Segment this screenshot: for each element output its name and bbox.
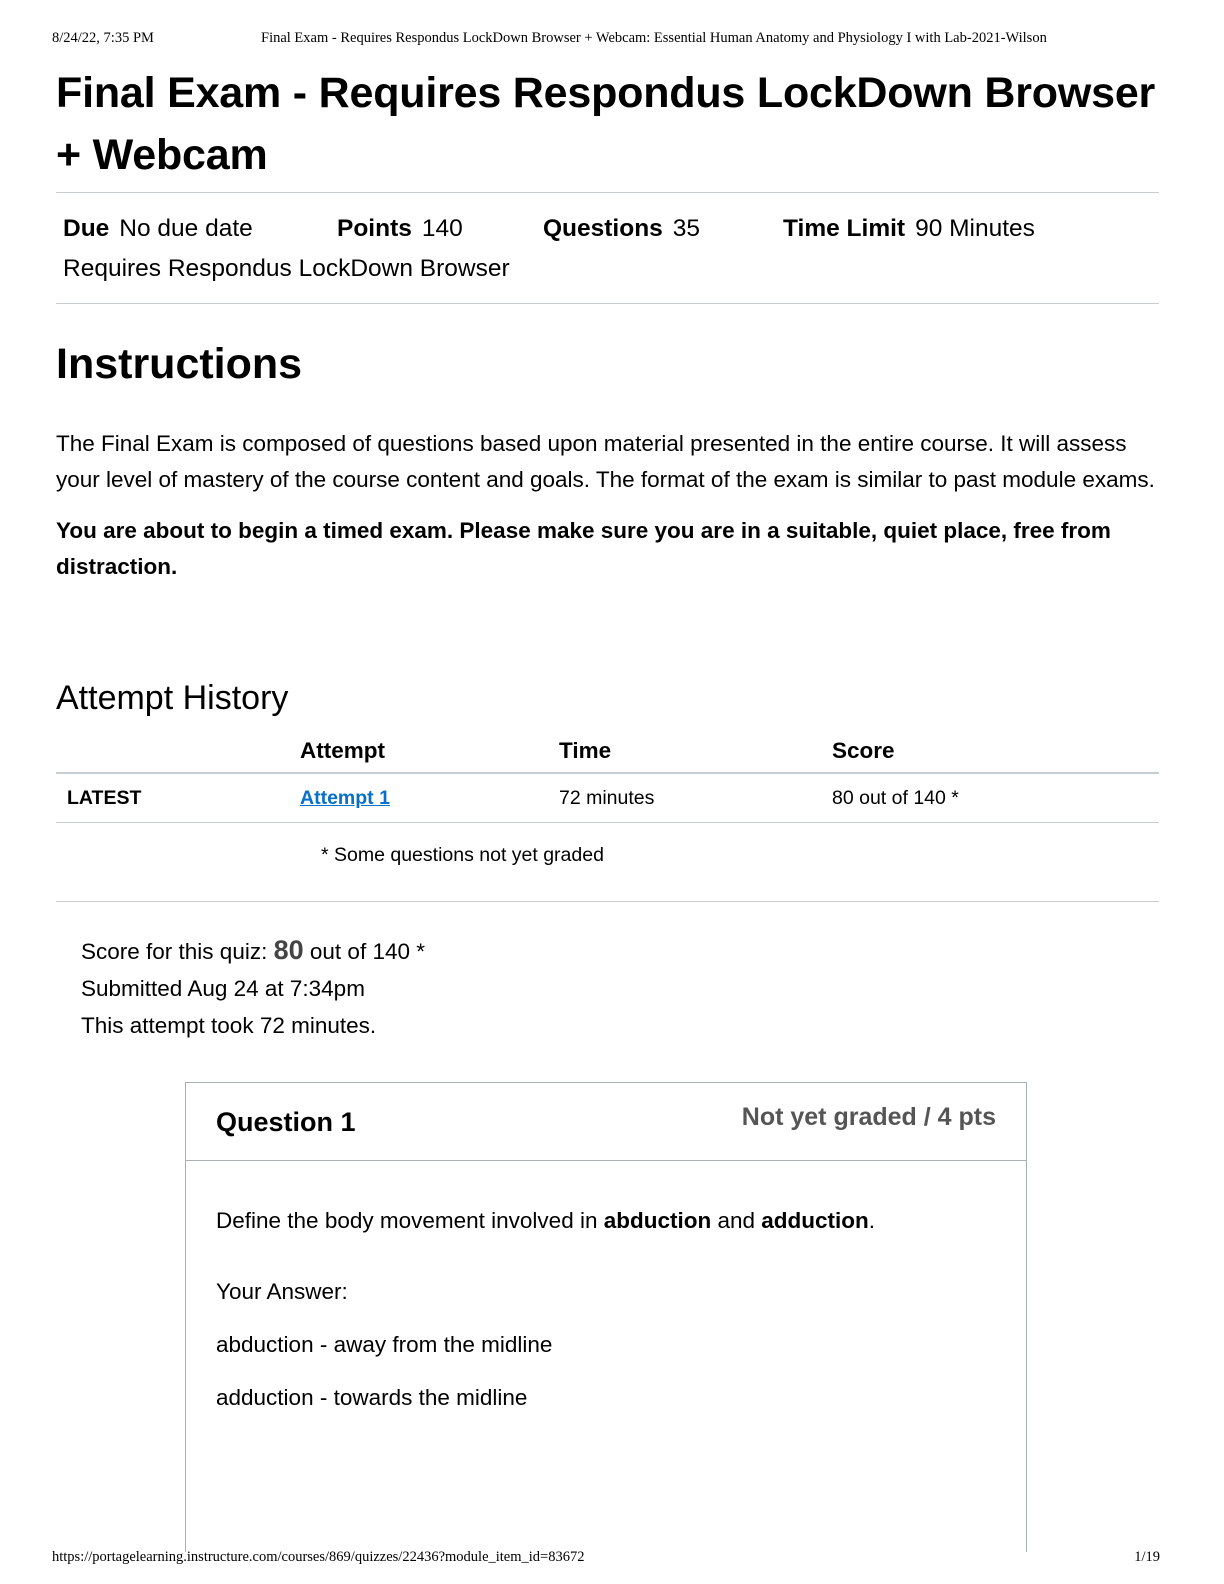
question-body (186, 1161, 1026, 1415)
print-footer (52, 1549, 1160, 1566)
grading-note-row (56, 823, 1159, 902)
attempt-link[interactable]: Attempt 1 (300, 786, 390, 809)
question-prompt: Define the body movement involved in abduction and adduction. (216, 1208, 876, 1233)
attempt-history-table (56, 730, 1159, 823)
answer-line: abduction - away from the midline (216, 1332, 553, 1357)
column-header (56, 730, 300, 773)
page-title: Final Exam - Requires Respondus LockDown Browser + Webcam (56, 69, 1156, 179)
meta-questions: Questions 35 (543, 215, 701, 242)
your-answer-label: Your Answer: (216, 1279, 348, 1304)
attempt-duration: This attempt took 72 minutes. (81, 1013, 377, 1038)
print-doc-title: Final Exam - Requires Respondus LockDown Browser + Webcam: Essential Human Anatomy and Physiology I with Lab-2021-Wilson (261, 30, 1047, 46)
instructions-description: The Final Exam is composed of questions based upon material presented in the entire course. It will assess your level of mastery of the course content and goals. The format of the exam is similar to past module exams. (56, 431, 1155, 492)
print-url: https://portagelearning.instructure.com/courses/869/quizzes/22436?module_item_id=83672 (52, 1549, 585, 1565)
meta-time-limit: Time Limit 90 Minutes (783, 215, 1035, 242)
question-card (185, 1082, 1027, 1552)
instructions-heading: Instructions (56, 340, 303, 388)
divider (56, 303, 1159, 304)
question-title: Question 1 (216, 1107, 356, 1137)
meta-due: Due No due date (63, 215, 253, 242)
grading-note: * Some questions not yet graded (321, 844, 604, 866)
question-header (186, 1083, 1026, 1161)
print-date: 8/24/22, 7:35 PM (52, 30, 154, 46)
attempt-score: 80 out of 140 * (832, 773, 1159, 823)
quiz-content (56, 62, 1159, 1044)
submitted-time: Submitted Aug 24 at 7:34pm (81, 976, 365, 1001)
instructions-warning: You are about to begin a timed exam. Please make sure you are in a suitable, quiet place, free from distraction. (56, 518, 1111, 579)
latest-badge: LATEST (56, 773, 300, 823)
print-page-number: 1/19 (1134, 1549, 1160, 1565)
answer-line: adduction - towards the midline (216, 1385, 528, 1410)
quiz-score-line: Score for this quiz: 80 out of 140 * (81, 935, 425, 965)
score-summary (81, 932, 1159, 1044)
column-header-attempt: Attempt (300, 730, 559, 773)
column-header-score: Score (832, 730, 1159, 773)
table-header-row (56, 730, 1159, 773)
column-header-time: Time (559, 730, 832, 773)
quiz-score: 80 (273, 935, 304, 965)
question-points: Not yet graded / 4 pts (741, 1103, 996, 1131)
attempt-time: 72 minutes (559, 773, 832, 823)
table-row (56, 773, 1159, 823)
meta-points: Points 140 (337, 215, 463, 242)
quiz-meta (56, 193, 1159, 303)
meta-lockdown: Requires Respondus LockDown Browser (63, 255, 510, 282)
attempt-history-heading: Attempt History (56, 679, 289, 717)
